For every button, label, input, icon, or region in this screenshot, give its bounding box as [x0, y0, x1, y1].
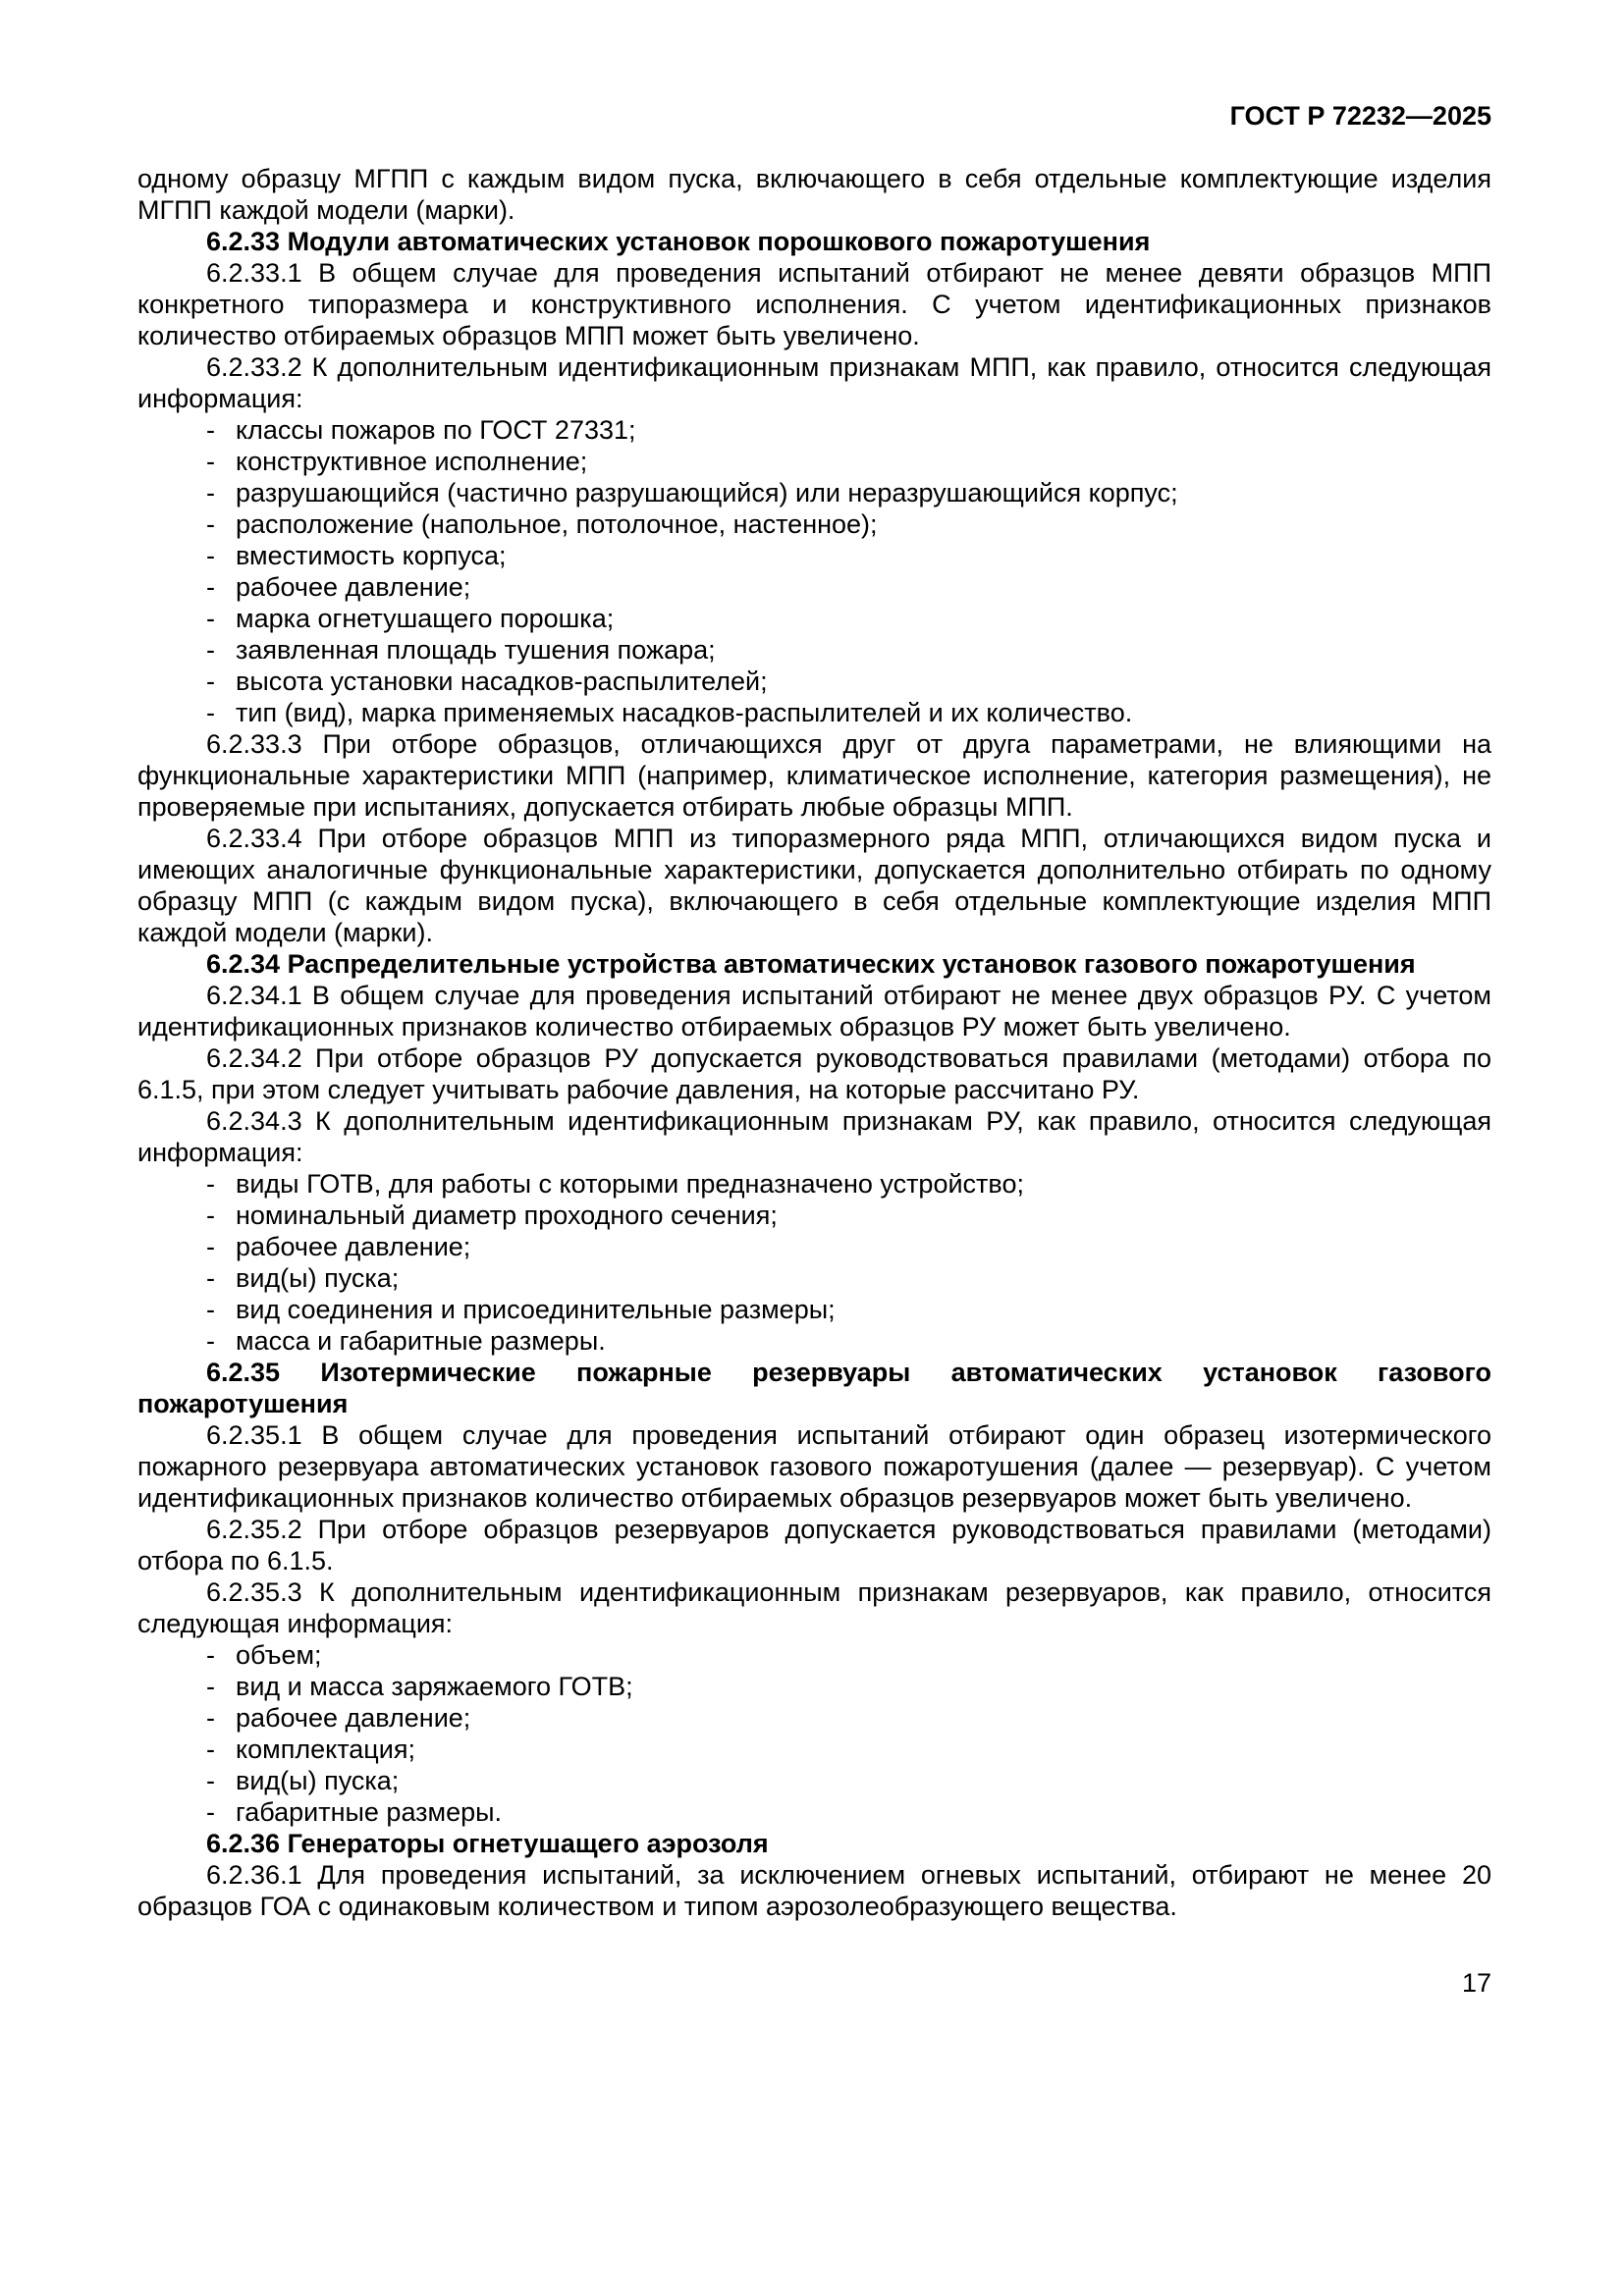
- paragraph-6-2-34-2: 6.2.34.2 При отборе образцов РУ допускается руководствоваться правилами (методами) отбора по 6.1.5, при этом следует учитывать рабочие давления, на которые рассчитано РУ.: [137, 1043, 1491, 1104]
- list-item-text: конструктивное исполнение;: [236, 447, 588, 476]
- dash-marker: -: [206, 1295, 215, 1324]
- list-item-text: масса и габаритные размеры.: [236, 1326, 606, 1356]
- list-item-text: вид(ы) пуска;: [236, 1766, 400, 1795]
- dash-marker: -: [206, 635, 215, 665]
- list-item-text: заявленная площадь тушения пожара;: [236, 635, 716, 665]
- heading-6-2-33: 6.2.33 Модули автоматических установок порошкового пожаротушения: [206, 227, 1151, 256]
- list-item: [137, 446, 1491, 477]
- list-item: [137, 1294, 1491, 1325]
- dash-marker: -: [206, 1169, 215, 1199]
- list-item: [137, 1200, 1491, 1231]
- paragraph-6-2-36-1: 6.2.36.1 Для проведения испытаний, за исключением огневых испытаний, отбирают не менее 20 образцов ГОА с одинаковым количеством и типом аэрозолеобразующего вещества.: [137, 1860, 1491, 1921]
- dash-marker: -: [206, 572, 215, 602]
- dash-marker: -: [206, 1640, 215, 1670]
- dash-marker: -: [206, 509, 215, 539]
- dash-marker: -: [206, 1797, 215, 1827]
- paragraph-6-2-33-1: 6.2.33.1 В общем случае для проведения испытаний отбирают не менее девяти образцов МПП конкретного типоразмера и конструктивного исполнения. С учетом идентификационных признаков количество отбираемых образцов МПП может быть увеличено.: [137, 258, 1491, 350]
- paragraph-6-2-34-3: 6.2.34.3 К дополнительным идентификационным признакам РУ, как правило, относится следующая информация:: [137, 1106, 1491, 1167]
- dash-marker: -: [206, 667, 215, 696]
- list-item-text: классы пожаров по ГОСТ 27331;: [236, 415, 636, 445]
- list-item-text: расположение (напольное, потолочное, настенное);: [236, 509, 878, 539]
- list-item-text: вид и масса заряжаемого ГОТВ;: [236, 1672, 633, 1701]
- list-item: [137, 1765, 1491, 1796]
- list-item: [137, 1168, 1491, 1200]
- dash-marker: -: [206, 1735, 215, 1764]
- list-item: [137, 540, 1491, 571]
- list-item: [137, 1325, 1491, 1357]
- gost-number-header: ГОСТ Р 72232—2025: [1229, 101, 1491, 131]
- heading-6-2-34: 6.2.34 Распределительные устройства автоматических установок газового пожаротушения: [206, 949, 1416, 979]
- list-item-text: тип (вид), марка применяемых насадков-распылителей и их количество.: [236, 698, 1133, 727]
- heading-6-2-36: 6.2.36 Генераторы огнетушащего аэрозоля: [206, 1829, 769, 1858]
- list-item: [137, 414, 1491, 446]
- list-item-text: рабочее давление;: [236, 1232, 471, 1261]
- list-item: [137, 697, 1491, 728]
- document-content: [137, 163, 1491, 1922]
- list-item: [137, 1671, 1491, 1702]
- paragraph-continuation: одному образцу МГПП с каждым видом пуска, включающего в себя отдельные комплектующие изделия МГПП каждой модели (марки).: [137, 164, 1491, 225]
- paragraph-6-2-35-1: 6.2.35.1 В общем случае для проведения испытаний отбирают один образец изотермического пожарного резервуара автоматических установок газового пожаротушения (далее — резервуар). С учетом идентификационных признаков количество отбираемых образцов резервуаров может быть увеличено.: [137, 1420, 1491, 1513]
- list-item-text: номинальный диаметр проходного сечения;: [236, 1201, 778, 1230]
- dash-marker: -: [206, 478, 215, 507]
- list-item: [137, 1702, 1491, 1734]
- dash-marker: -: [206, 604, 215, 633]
- list-item-text: марка огнетушащего порошка;: [236, 604, 615, 633]
- dash-marker: -: [206, 415, 215, 445]
- list-item: [137, 634, 1491, 666]
- list-item-text: вместимость корпуса;: [236, 541, 507, 570]
- dash-marker: -: [206, 1326, 215, 1356]
- list-item: [137, 477, 1491, 508]
- heading-6-2-35: 6.2.35 Изотермические пожарные резервуары автоматических установок газового пожаротушения: [137, 1358, 1491, 1418]
- paragraph-6-2-35-3: 6.2.35.3 К дополнительным идентификационным признакам резервуаров, как правило, относится следующая информация:: [137, 1577, 1491, 1638]
- list-item-text: виды ГОТВ, для работы с которыми предназначено устройство;: [236, 1169, 1024, 1199]
- page-number: 17: [1461, 1968, 1491, 1998]
- list-item: [137, 603, 1491, 634]
- paragraph-6-2-35-2: 6.2.35.2 При отборе образцов резервуаров допускается руководствоваться правилами (методами) отбора по 6.1.5.: [137, 1515, 1491, 1575]
- list-item: [137, 508, 1491, 540]
- list-item-text: вид(ы) пуска;: [236, 1263, 400, 1293]
- list-item-text: рабочее давление;: [236, 1703, 471, 1733]
- paragraph-6-2-34-1: 6.2.34.1 В общем случае для проведения испытаний отбирают не менее двух образцов РУ. С учетом идентификационных признаков количество отбираемых образцов РУ может быть увеличено.: [137, 981, 1491, 1041]
- list-item: [137, 1262, 1491, 1294]
- list-item-text: рабочее давление;: [236, 572, 471, 602]
- dash-marker: -: [206, 1201, 215, 1230]
- dash-marker: -: [206, 1766, 215, 1795]
- dash-marker: -: [206, 447, 215, 476]
- list-item: [137, 1796, 1491, 1828]
- list-item: [137, 1231, 1491, 1262]
- list-item: [137, 571, 1491, 603]
- list-item-text: объем;: [236, 1640, 322, 1670]
- list-item-text: комплектация;: [236, 1735, 415, 1764]
- list-item: [137, 666, 1491, 697]
- list-item: [137, 1639, 1491, 1671]
- dash-marker: -: [206, 541, 215, 570]
- dash-marker: -: [206, 1703, 215, 1733]
- dash-marker: -: [206, 1232, 215, 1261]
- list-item: [137, 1734, 1491, 1765]
- paragraph-6-2-33-2: 6.2.33.2 К дополнительным идентификационным признакам МПП, как правило, относится следующая информация:: [137, 352, 1491, 413]
- paragraph-6-2-33-3: 6.2.33.3 При отборе образцов, отличающихся друг от друга параметрами, не влияющими на функциональные характеристики МПП (например, климатическое исполнение, категория размещения), не проверяемые при испытаниях, допускается отбирать любые образцы МПП.: [137, 729, 1491, 822]
- paragraph-6-2-33-4: 6.2.33.4 При отборе образцов МПП из типоразмерного ряда МПП, отличающихся видом пуска и имеющих аналогичные функциональные характеристики, допускается дополнительно отбирать по одному образцу МПП (с каждым видом пуска), включающего в себя отдельные комплектующие изделия МПП каждой модели (марки).: [137, 824, 1491, 947]
- list-item-text: габаритные размеры.: [236, 1797, 503, 1827]
- list-item-text: вид соединения и присоединительные размеры;: [236, 1295, 836, 1324]
- list-item-text: разрушающийся (частично разрушающийся) или неразрушающийся корпус;: [236, 478, 1178, 507]
- dash-marker: -: [206, 698, 215, 727]
- dash-marker: -: [206, 1263, 215, 1293]
- list-item-text: высота установки насадков-распылителей;: [236, 667, 768, 696]
- dash-marker: -: [206, 1672, 215, 1701]
